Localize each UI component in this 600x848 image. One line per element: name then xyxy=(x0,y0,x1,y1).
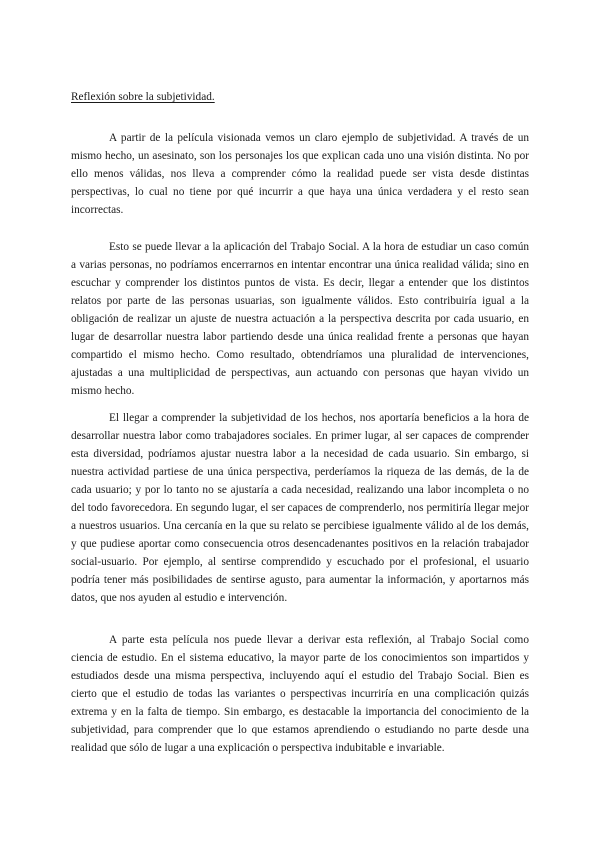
document-title: Reflexión sobre la subjetividad. xyxy=(71,91,215,103)
paragraph-3: El llegar a comprender la subjetividad de los hechos, nos aportaría beneficios a la hora de desarrollar nuestra labor como trabajadores sociales. En primer lugar, al ser capaces de comprender esta diversidad, podríamos ajustar nuestra labor a la necesidad de cada usuario. Sin embargo, si nuestra actividad partiese de una única perspectiva, perderíamos la riqueza de las demás, de la de cada usuario; y por lo tanto no se ajustaría a cada necesidad, realizando una labor incompleta o no del todo favorecedora. En segundo lugar, el ser capaces de comprenderlo, nos permitiría llegar mejor a nuestros usuarios. Una cercanía en la que su relato se percibiese igualmente válido al de los demás, y que pudiese aportar como consecuencia otros desencadenantes positivos en la relación trabajador social-usuario. Por ejemplo, al sentirse comprendido y escuchado por el profesional, el usuario podría tener más posibilidades de sentirse agusto, para aumentar la información, y aportarnos más datos, que nos ayuden al estudio e intervención. xyxy=(71,412,529,604)
paragraph-4: A parte esta película nos puede llevar a derivar esta reflexión, al Trabajo Social como ciencia de estudio. En el sistema educativo, la mayor parte de los conocimientos son impartidos y estudiados desde una misma perspectiva, incluyendo aquí el estudio del Trabajo Social. Bien es cierto que el estudio de todas las variantes o perspectivas incurriría en una complicación quizás extrema y en la falta de tiempo. Sin embargo, es destacable la importancia del conocimiento de la subjetividad, para comprender que lo que estamos aprendiendo o estudiando no parte desde una realidad que sólo de lugar a una explicación o perspectiva indubitable e invariable. xyxy=(71,634,529,754)
paragraph-1: A partir de la película visionada vemos un claro ejemplo de subjetividad. A través de un mismo hecho, un asesinato, son los personajes los que explican cada uno una visión distinta. No por ello menos válidas, nos lleva a comprender cómo la realidad puede ser vista desde distintas perspectivas, lo cual no tiene por qué incurrir a que haya una única verdadera y el resto sean incorrectas. xyxy=(71,132,529,216)
paragraph-2: Esto se puede llevar a la aplicación del Trabajo Social. A la hora de estudiar un caso común a varias personas, no podríamos encerrarnos en intentar encontrar una única realidad válida; sino en escuchar y comprender los distintos puntos de vista. Es decir, llegar a entender que los distintos relatos por parte de las personas usuarias, son igualmente válidos. Esto contribuiría igual a la obligación de realizar un ajuste de nuestra actuación a la perspectiva descrita por cada usuario, en lugar de desarrollar nuestra labor partiendo desde una única realidad frente a personas que hayan compartido el mismo hecho. Como resultado, obtendríamos una pluralidad de intervenciones, ajustadas a una multiplicidad de perspectivas, aun actuando con personas que hayan vivido un mismo hecho. xyxy=(71,241,529,397)
